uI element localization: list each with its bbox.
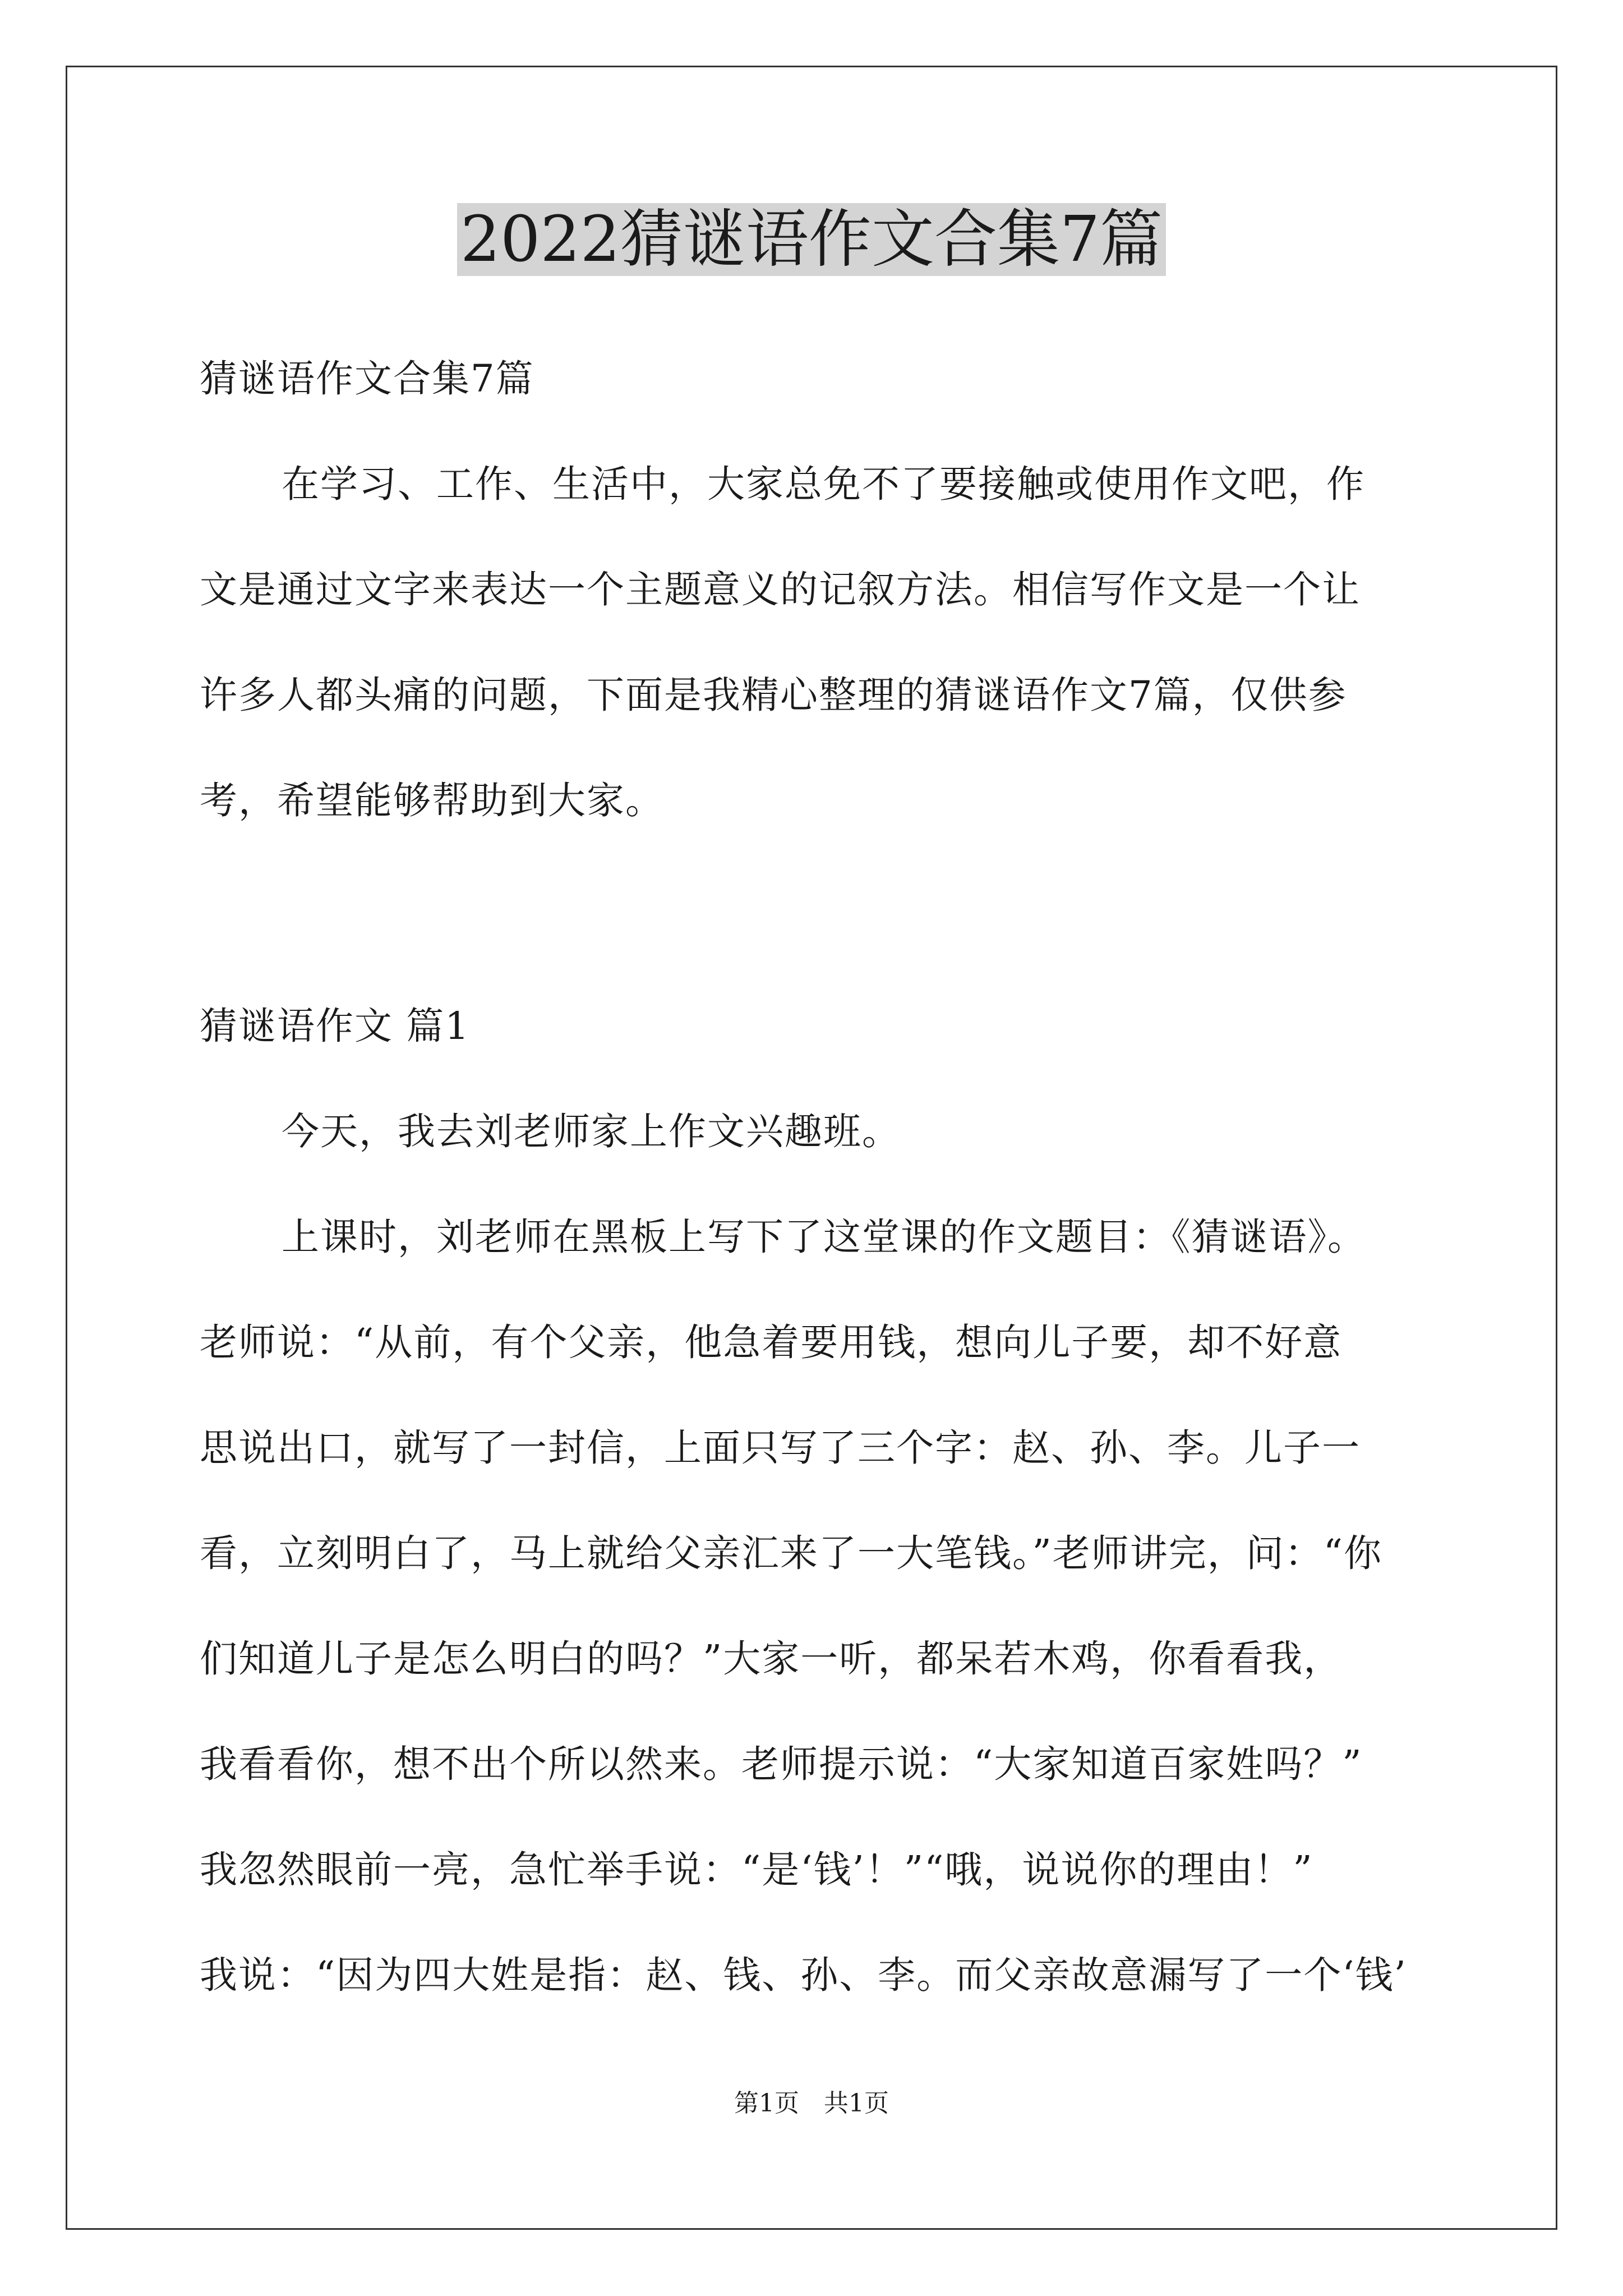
paragraph-2-line-4: 看，立刻明白了，马上就给父亲汇来了一大笔钱。”老师讲完，问：“你 <box>200 1531 1383 1575</box>
paragraph-2-line-1: 上课时，刘老师在黑板上写下了这堂课的作文题目：《猜谜语》。 <box>282 1215 1366 1259</box>
paragraph-2-line-5: 们知道儿子是怎么明白的吗？”大家一听，都呆若木鸡，你看看我， <box>200 1637 1343 1681</box>
paragraph-2-line-6: 我看看你，想不出个所以然来。老师提示说：“大家知道百家姓吗？” <box>200 1742 1363 1786</box>
paragraph-2-line-8: 我说：“因为四大姓是指：赵、钱、孙、李。而父亲故意漏写了一个‘钱’ <box>200 1953 1407 1997</box>
section-heading: 猜谜语作文 篇1 <box>200 1004 470 1048</box>
document-title-text: 2022猜谜语作文合集7篇 <box>457 203 1166 276</box>
document-title <box>0 197 1623 282</box>
intro-line-3: 许多人都头痛的问题，下面是我精心整理的猜谜语作文7篇，仅供参 <box>200 673 1347 717</box>
intro-line-1: 在学习、工作、生活中，大家总免不了要接触或使用作文吧，作 <box>282 462 1365 506</box>
intro-line-2: 文是通过文字来表达一个主题意义的记叙方法。相信写作文是一个让 <box>200 568 1361 611</box>
subtitle: 猜谜语作文合集7篇 <box>200 357 534 401</box>
paragraph-2-line-2: 老师说：“从前，有个父亲，他急着要用钱，想向儿子要，却不好意 <box>200 1320 1343 1364</box>
paragraph-1: 今天，我去刘老师家上作文兴趣班。 <box>282 1110 901 1153</box>
page-footer: 第1页 共1页 <box>734 2089 889 2118</box>
intro-line-4: 考，希望能够帮助到大家。 <box>200 779 664 822</box>
paragraph-2-line-3: 思说出口，就写了一封信，上面只写了三个字：赵、孙、李。儿子一 <box>200 1426 1361 1470</box>
paragraph-2-line-7: 我忽然眼前一亮，急忙举手说：“是‘钱’！”“哦，说说你的理由！” <box>200 1848 1313 1892</box>
